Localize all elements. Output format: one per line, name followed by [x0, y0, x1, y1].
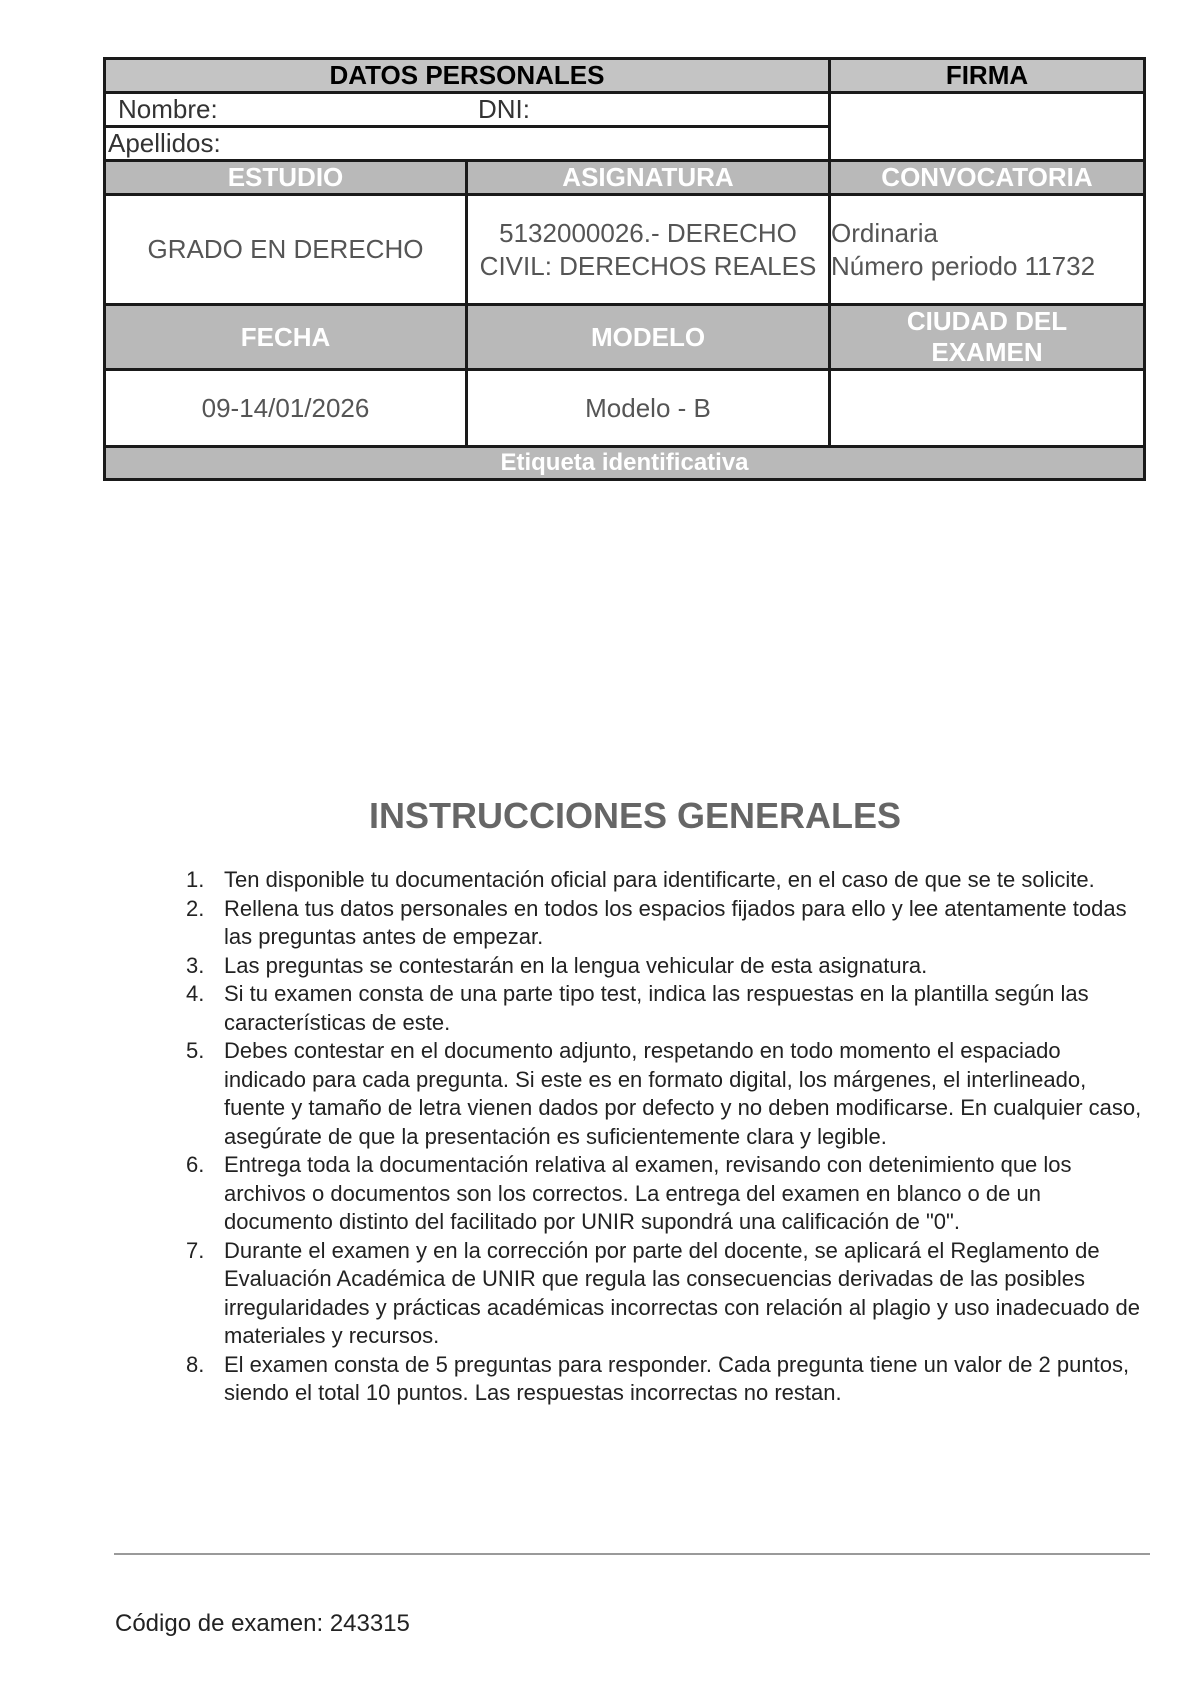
asignatura-value	[467, 195, 830, 305]
datos-personales-header: DATOS PERSONALES	[105, 59, 830, 93]
instruction-item	[186, 895, 1146, 952]
instruction-number: 2.	[186, 895, 205, 921]
instruction-text: Debes contestar en el documento adjunto, respetando en todo momento el espaciado indicado para cada pregunta. Si este es en formato digital, los márgenes, el interlineado, fuente y tamaño de letra vienen dados por defecto y no deben modificarse. En cualquier caso, asegúrate de que la presentación es suficientemente clara y legible.	[224, 1038, 1142, 1149]
instruction-item	[186, 1037, 1146, 1151]
modelo-value: Modelo - B	[467, 370, 830, 447]
firma-field[interactable]	[830, 93, 1145, 161]
instruction-number: 4.	[186, 981, 205, 1006]
instruction-text: Si tu examen consta de una parte tipo test, indica las respuestas en la plantilla según las características de este.	[224, 981, 1089, 1035]
instruction-text: Rellena tus datos personales en todos los espacios fijados para ello y lee atentamente todas las preguntas antes de empezar.	[224, 895, 1127, 949]
instructions-title: INSTRUCCIONES GENERALES	[368, 795, 902, 836]
convocatoria-line-1: Ordinaria	[831, 217, 938, 248]
convocatoria-value	[830, 195, 1145, 305]
instruction-number: 3.	[186, 952, 205, 978]
instruction-text: Entrega toda la documentación relativa al examen, revisando con detenimiento que los archivos o documentos son los correctos. La entrega del examen en blanco o de un documento distinto del facilitado por UNIR supondrá una calificación de "0".	[224, 1152, 1072, 1234]
exam-code-label: Código de examen:	[115, 1610, 324, 1637]
instruction-text: El examen consta de 5 preguntas para responder. Cada pregunta tiene un valor de 2 puntos, siendo el total 10 puntos. Las respuestas incorrectas no restan.	[224, 1351, 1130, 1405]
instruction-number: 6.	[186, 1152, 205, 1177]
instruction-number: 8.	[186, 1351, 205, 1377]
convocatoria-line-2: Número periodo 11732	[831, 250, 1096, 281]
ciudad-header-line-1: CIUDAD DEL	[906, 306, 1068, 336]
ciudad-field[interactable]	[830, 370, 1145, 447]
ciudad-header-line-2: EXAMEN	[931, 337, 1043, 367]
instructions-list	[186, 866, 1146, 1408]
convocatoria-header: CONVOCATORIA	[830, 161, 1145, 195]
modelo-header: MODELO	[467, 305, 830, 370]
instruction-item	[186, 980, 1146, 1037]
estudio-header: ESTUDIO	[105, 161, 467, 195]
instruction-item	[186, 1237, 1146, 1351]
exam-code	[115, 1610, 410, 1638]
nombre-dni-field[interactable]	[105, 93, 830, 127]
asignatura-line-1: 5132000026.- DERECHO	[499, 217, 797, 248]
nombre-label: Nombre:	[118, 94, 218, 124]
instruction-number: 1.	[186, 867, 205, 892]
ciudad-header	[830, 305, 1145, 370]
firma-header: FIRMA	[830, 59, 1145, 93]
dni-label: DNI:	[478, 94, 530, 124]
instruction-text: Ten disponible tu documentación oficial para identificarte, en el caso de que se te solicite.	[224, 867, 1095, 892]
instruction-item	[186, 866, 1146, 895]
instruction-item	[186, 1151, 1146, 1237]
asignatura-line-2: CIVIL: DERECHOS REALES	[479, 250, 817, 281]
apellidos-field[interactable]	[105, 127, 830, 161]
instruction-text: Durante el examen y en la corrección por parte del docente, se aplicará el Reglamento de Evaluación Académica de UNIR que regula las consecuencias derivadas de las posibles irregularidades y prácticas académicas incorrectas con relación al plagio y uso inadecuado de materiales y recursos.	[224, 1237, 1140, 1348]
exam-header-table	[103, 57, 1146, 481]
asignatura-header: ASIGNATURA	[467, 161, 830, 195]
instruction-text: Las preguntas se contestarán en la lengua vehicular de esta asignatura.	[224, 952, 928, 978]
instruction-number: 5.	[186, 1038, 205, 1063]
fecha-value: 09-14/01/2026	[105, 370, 467, 447]
instruction-item	[186, 952, 1146, 981]
etiqueta-identificativa: Etiqueta identificativa	[105, 447, 1145, 480]
instruction-item	[186, 1351, 1146, 1408]
apellidos-label: Apellidos:	[108, 128, 221, 158]
instruction-number: 7.	[186, 1237, 205, 1263]
footer-divider	[114, 1553, 1150, 1555]
estudio-value: GRADO EN DERECHO	[105, 195, 467, 305]
exam-code-value: 243315	[329, 1610, 410, 1637]
fecha-header: FECHA	[105, 305, 467, 370]
